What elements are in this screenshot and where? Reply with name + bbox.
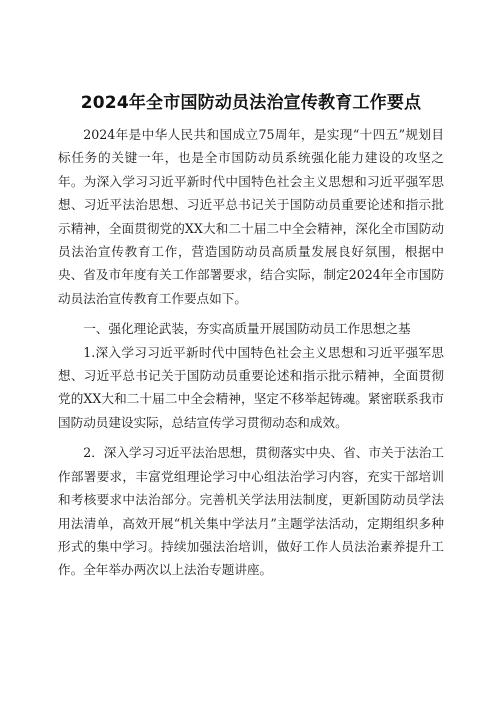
item-paragraph-2: 2．深入学习习近平法治思想，贯彻落实中央、省、市关于法治工作部署要求，丰富党组理论学习中心组法治学习内容，充实干部培训和考核要求中法治部分。完善机关学法用法制度，更新国防动员学法用法清单，高效开展“机关集中学法月”主题学法活动，定期组织多种形式的集中学习。持续加强法治培训，做好工作人员法治素养提升工作。全年举办两次以上法治专题讲座。 bbox=[58, 445, 444, 578]
section-heading-1: 一、强化理论武装，夯实高质量开展国防动员工作思想之基 bbox=[83, 321, 411, 337]
document-title: 2024年全市国防动员法治宣传教育工作要点 bbox=[80, 93, 422, 113]
document-page bbox=[58, 92, 444, 582]
item-paragraph-1: 1.深入学习习近平新时代中国特色社会主义思想和习近平强军思想、习近平总书记关于国防动员重要论述和指示批示精神，全面贯彻党的XX大和二十届二中全会精神，坚定不移举起铸魂。紧密联系我市国防动员建设实际，总结宣传学习贯彻动态和成效。 bbox=[58, 344, 444, 430]
intro-paragraph: 2024年是中华人民共和国成立75周年，是实现“十四五”规划目标任务的关键一年，也是全市国防动员系统强化能力建设的攻坚之年。为深入学习习近平新时代中国特色社会主义思想和习近平强军思想、习近平法治思想、习近平总书记关于国防动员重要论述和指示批示精神，全面贯彻党的XX大和二十届二中全会精神，深化全市国防动员法治宣传教育工作，营造国防动员高质量发展良好氛围，根据中央、省及市年度有关工作部署要求，结合实际，制定2024年全市国防动员法治宣传教育工作要点如下。 bbox=[58, 127, 444, 306]
